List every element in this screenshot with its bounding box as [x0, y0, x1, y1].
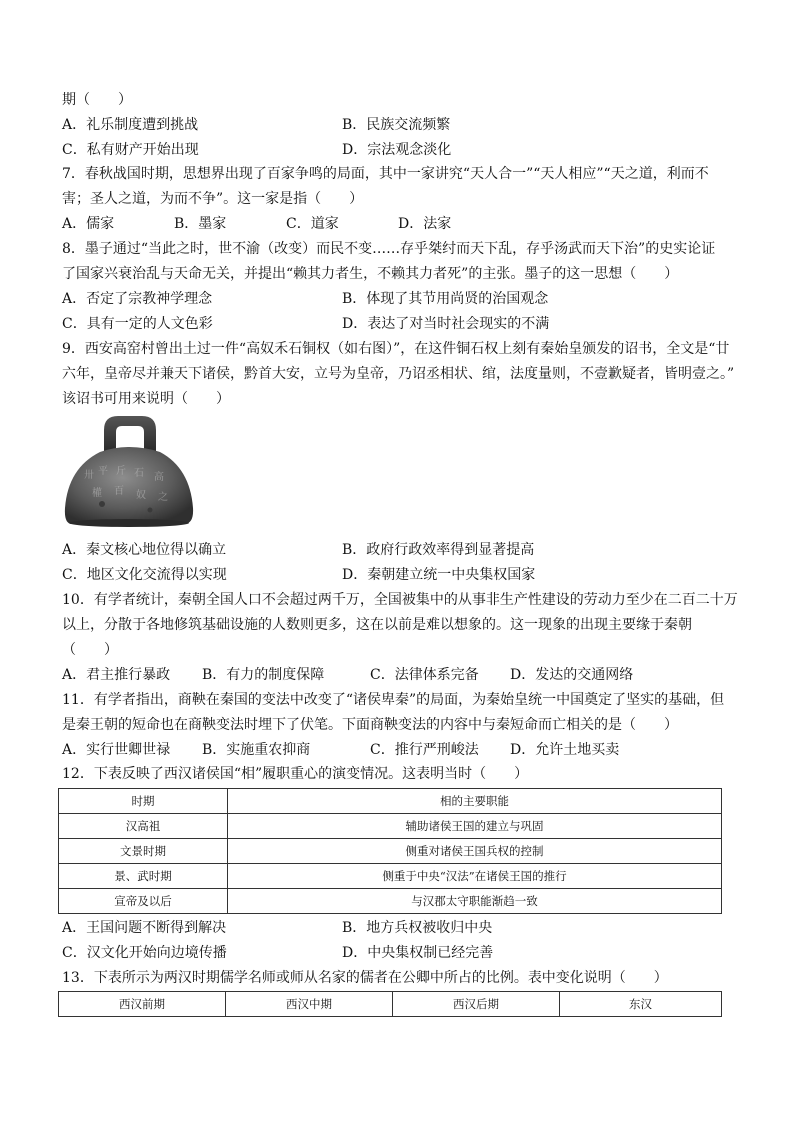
q6-option-b[interactable]: B．民族交流频繁: [342, 117, 451, 133]
table-row: [59, 839, 722, 864]
q11-stem-line1: 11．有学者指出，商鞅在秦国的变法中改变了“诸侯卑秦”的局面，为秦始皇统一中国奠定了坚实的基础，但: [62, 692, 725, 708]
q7-option-c[interactable]: C．道家: [286, 216, 339, 232]
q6-stem-tail: 期（ ）: [62, 92, 132, 108]
q10-option-a[interactable]: A．君主推行暴政: [62, 667, 171, 683]
table-cell: 景、武时期: [59, 864, 228, 889]
q9-option-a[interactable]: A．秦文核心地位得以确立: [62, 542, 227, 558]
q10-stem-line2: 以上，分散于各地修筑基础设施的人数则更多，这在以前是难以想象的。这一现象的出现主要缘于秦朝: [62, 617, 692, 633]
svg-text:石: 石: [134, 468, 144, 479]
table-cell: 西汉前期: [59, 992, 226, 1017]
svg-text:高: 高: [154, 472, 164, 483]
q12-option-c[interactable]: C．汉文化开始向边境传播: [62, 945, 227, 961]
q7-stem-line2: 害；圣人之道，为而不争”。这一家是指（ ）: [62, 191, 364, 207]
q12-table: [58, 788, 722, 914]
q6-option-a[interactable]: A．礼乐制度遭到挑战: [62, 117, 199, 133]
table-cell: 相的主要职能: [228, 789, 722, 814]
q9-option-b[interactable]: B．政府行政效率得到显著提高: [342, 542, 535, 558]
q13-stem: 13．下表所示为两汉时期儒学名师或师从名家的儒者在公卿中所占的比例。表中变化说明（ ）: [62, 970, 668, 986]
q10-option-b[interactable]: B．有力的制度保障: [202, 667, 325, 683]
table-cell: 辅助诸侯王国的建立与巩固: [228, 814, 722, 839]
bronze-weight-photo: [62, 412, 196, 528]
q11-option-a[interactable]: A．实行世卿世禄: [62, 742, 171, 758]
table-cell: 侧重于中央“汉法”在诸侯王国的推行: [228, 864, 722, 889]
q7-option-b[interactable]: B．墨家: [174, 216, 227, 232]
svg-text:平: 平: [98, 466, 108, 477]
table-cell: 与汉郡太守职能渐趋一致: [228, 889, 722, 914]
q8-option-b[interactable]: B．体现了其节用尚贤的治国观念: [342, 291, 549, 307]
q9-option-c[interactable]: C．地区文化交流得以实现: [62, 567, 227, 583]
table-row: [59, 864, 722, 889]
q10-stem-line1: 10．有学者统计，秦朝全国人口不会超过两千万，全国被集中的从事非生产性建设的劳动力至少在二百二十万: [62, 592, 738, 608]
q11-option-d[interactable]: D．允许土地买卖: [510, 742, 620, 758]
table-row: [59, 889, 722, 914]
svg-text:斤: 斤: [116, 466, 126, 477]
q8-option-c[interactable]: C．具有一定的人文色彩: [62, 316, 213, 332]
q6-option-d[interactable]: D．宗法观念淡化: [342, 142, 452, 158]
q6-option-c[interactable]: C．私有财产开始出现: [62, 142, 199, 158]
q11-option-c[interactable]: C．推行严刑峻法: [370, 742, 479, 758]
q9-stem-line3: 该诏书可用来说明（ ）: [62, 391, 230, 407]
q13-table: [58, 991, 722, 1017]
q12-option-b[interactable]: B．地方兵权被收归中央: [342, 920, 493, 936]
table-cell: 汉高祖: [59, 814, 228, 839]
svg-text:百: 百: [114, 486, 124, 497]
q8-stem-line1: 8．墨子通过“当此之时，世不渝（改变）而民不变……存乎桀纣而天下乱，存乎汤武而天下治”的史实论证: [62, 241, 716, 257]
q9-stem-line1: 9．西安高窑村曾出土过一件“高奴禾石铜权（如右图）”，在这件铜石权上刻有秦始皇颁发的诏书，全文是“廿: [62, 341, 730, 357]
table-cell: 文景时期: [59, 839, 228, 864]
q10-option-d[interactable]: D．发达的交通网络: [510, 667, 634, 683]
svg-text:之: 之: [158, 492, 168, 503]
table-cell: 侧重对诸侯王国兵权的控制: [228, 839, 722, 864]
table-header-row: [59, 992, 722, 1017]
table-cell: 东汉: [560, 992, 722, 1017]
q8-stem-line2: 了国家兴衰治乱与天命无关，并提出“赖其力者生，不赖其力者死”的主张。墨子的这一思想（ ）: [62, 266, 679, 282]
q7-stem-line1: 7．春秋战国时期，思想界出现了百家争鸣的局面，其中一家讲究“天人合一”“天人相应”“天之道，利而不: [62, 166, 709, 182]
table-row: [59, 814, 722, 839]
q8-option-a[interactable]: A．否定了宗教神学理念: [62, 291, 213, 307]
q11-stem-line2: 是秦王朝的短命也在商鞅变法时埋下了伏笔。下面商鞅变法的内容中与秦短命而亡相关的是（ ）: [62, 717, 678, 733]
q12-stem: 12．下表反映了西汉诸侯国“相”履职重心的演变情况。这表明当时（ ）: [62, 766, 529, 782]
q12-option-d[interactable]: D．中央集权制已经完善: [342, 945, 494, 961]
svg-text:權: 權: [92, 488, 102, 499]
table-cell: 时期: [59, 789, 228, 814]
q7-option-d[interactable]: D．法家: [398, 216, 452, 232]
q10-option-c[interactable]: C．法律体系完备: [370, 667, 479, 683]
q7-option-a[interactable]: A．儒家: [62, 216, 115, 232]
q9-stem-line2: 六年，皇帝尽并兼天下诸侯，黔首大安，立号为皇帝，乃诏丞相状、绾，法度量则，不壹歉疑者，皆明壹之。”: [62, 366, 735, 382]
q10-stem-line3: （ ）: [62, 642, 118, 658]
q11-option-b[interactable]: B．实施重农抑商: [202, 742, 311, 758]
table-cell: 宣帝及以后: [59, 889, 228, 914]
table-cell: 西汉后期: [393, 992, 560, 1017]
svg-text:奴: 奴: [136, 490, 146, 501]
table-header-row: [59, 789, 722, 814]
table-cell: 西汉中期: [226, 992, 393, 1017]
q8-option-d[interactable]: D．表达了对当时社会现实的不满: [342, 316, 550, 332]
q12-option-a[interactable]: A．王国问题不断得到解决: [62, 920, 227, 936]
svg-text:卅: 卅: [84, 470, 94, 481]
q9-option-d[interactable]: D．秦朝建立统一中央集权国家: [342, 567, 536, 583]
